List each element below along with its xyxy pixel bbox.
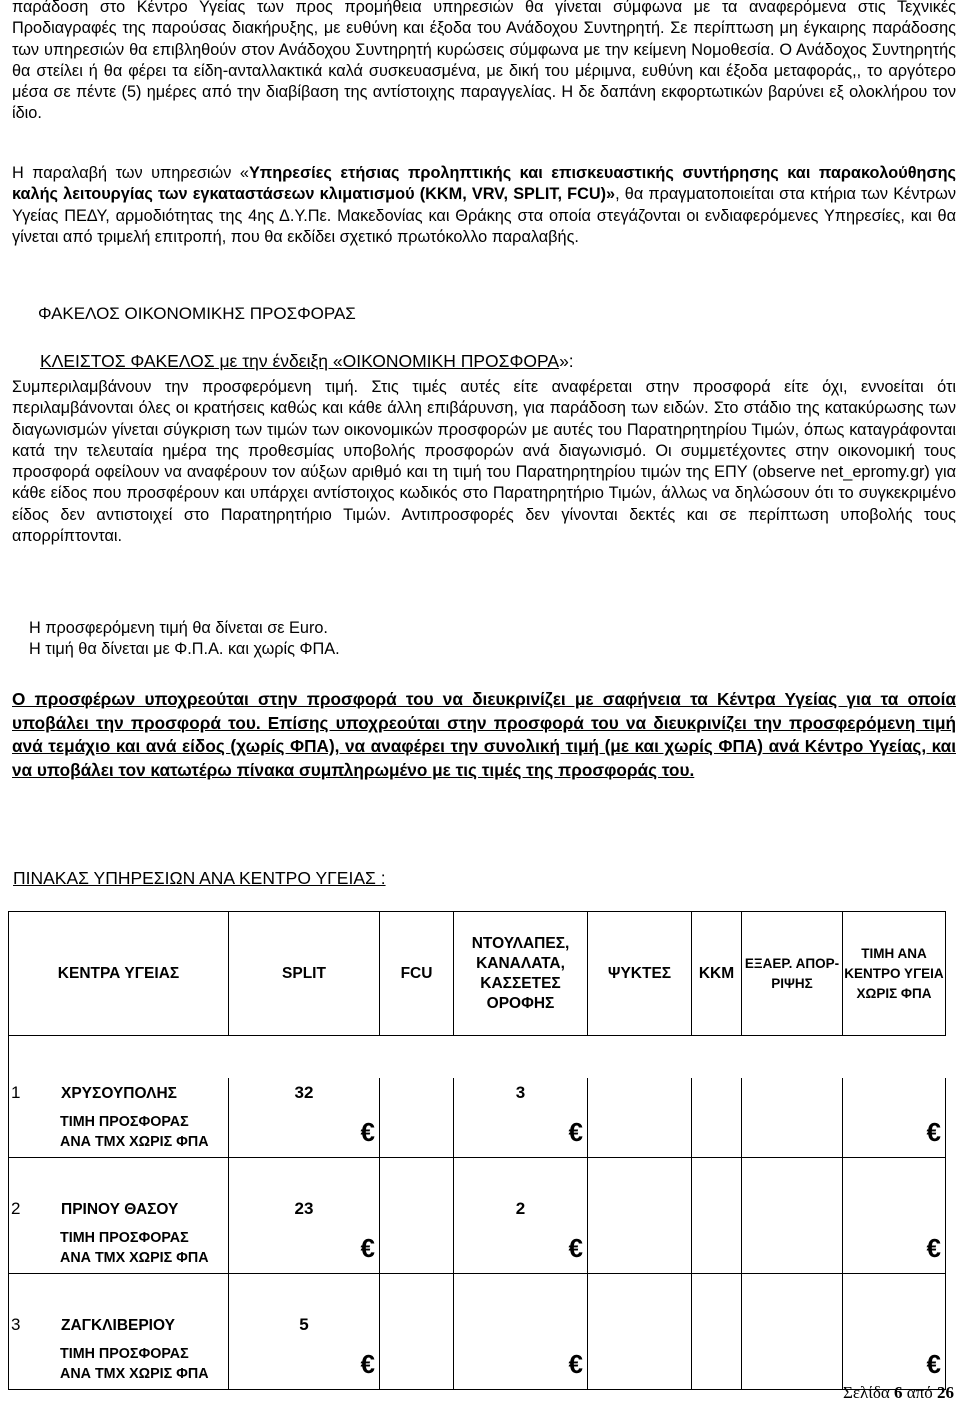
table-row — [9, 1158, 946, 1194]
page-word: Σελίδα — [842, 1383, 890, 1402]
header-centers: ΚΕΝΤΡΑ ΥΓΕΙΑΣ — [9, 912, 229, 1036]
table-row — [9, 1340, 946, 1390]
ducts-qty: 2 — [454, 1194, 588, 1224]
table-row — [9, 1224, 946, 1274]
center-name-cell: 2 ΠΡΙΝΟΥ ΘΑΣΟΥ — [9, 1194, 229, 1224]
table-row — [9, 1036, 946, 1078]
receipt-paragraph — [12, 163, 956, 248]
header-ducts: ΝΤΟΥΛΑΠΕΣ, ΚΑΝΑΛΑΤΑ, ΚΑΣΣΕΤΕΣ ΟΡΟΦΗΣ — [454, 912, 588, 1036]
header-exhaust: ΕΞΑΕΡ. ΑΠΟΡ-ΡΙΨΗΣ — [742, 912, 843, 1036]
bidder-obligation-paragraph: Ο προσφέρων υποχρεούται στην προσφορά του να διευκρινίζει με σαφήνεια τα Κέντρα Υγείας για τα οποία υποβάλει την προσφορά του. Επίσης υποχρεούται στην προσφορά του να διευκρινίζει την προσφερόμενη τιμή ανά τεμάχιο και ανά είδος (χωρίς ΦΠΑ), να αναφέρει την συνολική τιμή (με και χωρίς ΦΠΑ) ανά Κέντρο Υγείας, και να υποβάλει τον κατωτέρω πίνακα συμπληρωμένο με τις τιμές της προσφοράς του. — [12, 689, 956, 780]
table-header-row — [9, 912, 946, 1036]
table-title: ΠΙΝΑΚΑΣ ΥΠΗΡΕΣΙΩΝ ΑΝΑ ΚΕΝΤΡΟ ΥΓΕΙΑΣ : — [13, 868, 386, 888]
service-title: Υπηρεσίες ετήσιας προληπτικής και επισκευαστικής συντήρησης και παρακολούθησης καλής λειτουργίας των εγκαταστάσεων κλιματισμού (ΚΚΜ, VRV, SPLIT, FCU)» — [12, 164, 956, 204]
table-row — [9, 1310, 946, 1340]
price-euro-note: Η προσφερόμενη τιμή θα δίνεται σε Euro. — [29, 619, 328, 637]
split-qty: 5 — [229, 1310, 380, 1340]
receipt-text-pre: Η παραλαβή των υπηρεσιών « — [12, 164, 249, 182]
header-kkm: ΚΚΜ — [692, 912, 742, 1036]
page-footer — [843, 1383, 954, 1403]
table-row — [9, 1274, 946, 1310]
price-label-cell: ΤΙΜΗ ΠΡΟΣΦΟΡΑΣ ΑΝΑ ΤΜΧ ΧΩΡΙΣ ΦΠΑ — [9, 1340, 229, 1390]
of-word: από — [906, 1383, 933, 1402]
euro-split: € — [229, 1224, 380, 1274]
receipt-text-post: , θα πραγματοποιείται στα κτήρια των Κέντρων Υγείας ΠΕΔΥ, αρμοδιότητας της 4ης Δ.Υ.Πε. Μακεδονίας και Θράκης στα οποία στεγάζονται οι ενδιαφερόμενες Υπηρεσίες, και θα γίνεται από τριμελή επιτροπή, που θα εκδίδει σχετικό πρωτόκολλο παραλαβής. — [12, 185, 957, 246]
euro-total: € — [843, 1108, 946, 1158]
split-qty: 23 — [229, 1194, 380, 1224]
price-label-cell: ΤΙΜΗ ΠΡΟΣΦΟΡΑΣ ΑΝΑ ΤΜΧ ΧΩΡΙΣ ΦΠΑ — [9, 1108, 229, 1158]
split-qty: 32 — [229, 1078, 380, 1108]
euro-ducts: € — [454, 1224, 588, 1274]
header-split: SPLIT — [229, 912, 380, 1036]
center-name-cell: 3 ΖΑΓΚΛΙΒΕΡΙΟΥ — [9, 1310, 229, 1340]
ducts-qty: 3 — [454, 1078, 588, 1108]
offer-terms-paragraph: Συμπεριλαμβάνουν την προσφερόμενη τιμή. Στις τιμές αυτές είτε αναφέρεται στην προσφορά είτε όχι, εννοείται ότι περιλαμβάνονται όλες οι κρατήσεις καθώς και κάθε άλλη επιβάρυνση, για παράδοση των ειδών. Στο στάδιο της κατακύρωσης των διαγωνισμών γίνεται σύγκριση των τιμών των οικονομικών προσφορών με αυτές του Παρατηρητηρίου Τιμών, όπως καταγράφονται κατά την τελευταία ημέρα της προθεσμίας υποβολής προσφορών ανά διαγωνισμό. Οι συμμετέχοντες στην οικονομική τους προσφορά οφείλουν να αναφέρουν τον αύξων αριθμό και τη τιμή του Παρατηρητηρίου τιμών της ΕΠΥ (observe net_epromy.gr) για κάθε είδος που προσφέρουν και υπάρχει αντίστοιχος κωδικός στο Παρατηρητήριο Τιμών, άλλως να δηλώσουν ότι το συγκεκριμένο είδος δεν αντιστοιχεί στο Παρατηρητήριο Τιμών. Αντιπροσφορές δεν γίνονται δεκτές και σε περίπτωση υποβολής τους απορρίπτονται. — [12, 378, 956, 546]
euro-ducts: € — [454, 1340, 588, 1390]
price-vat-note: Η τιμή θα δίνεται με Φ.Π.Α. και χωρίς ΦΠΑ. — [29, 640, 340, 658]
services-table-wrap — [8, 911, 946, 1390]
section-title: ΦΑΚΕΛΟΣ ΟΙΚΟΝΟΜΙΚΗΣ ΠΡΟΣΦΟΡΑΣ — [38, 304, 356, 323]
closed-envelope-label: ΚΛΕΙΣΤΟΣ ΦΑΚΕΛΟΣ — [40, 351, 215, 371]
intro-paragraph: παράδοση στο Κέντρο Υγείας των προς προμήθεια υπηρεσιών θα γίνεται σύμφωνα με τα αναφερόμενα στις Τεχνικές Προδιαγραφές της παρούσας διακήρυξης, με ευθύνη και έξοδα του Ανάδοχου Συντηρητή. Σε περίπτωση μη έγκαιρης παράδοσης των υπηρεσιών θα επιβληθούν στον Ανάδοχου Συντηρητή κυρώσεις σύμφωνα με την κείμενη Νομοθεσία. Ο Ανάδοχος Συντηρητής θα στείλει ή θα φέρει τα είδη-ανταλλακτικά καλά συσκευασμένα, με δική του μέριμνα, ευθύνη και έξοδα μεταφοράς,, το αργότερο μέσα σε πέντε (5) ημέρες από την διαβίβαση της αντίστοιχης παραγγελίας. Η δε δαπάνη εκφορτωτικών βαρύνει εξ ολοκλήρου τον ίδιο. — [12, 0, 956, 123]
euro-split: € — [229, 1340, 380, 1390]
euro-split: € — [229, 1108, 380, 1158]
table-row — [9, 1194, 946, 1224]
header-chillers: ΨΥΚΤΕΣ — [588, 912, 692, 1036]
financial-offer-label: ΟΙΚΟΝΟΜΙΚΗ ΠΡΟΣΦΟΡΑ — [342, 351, 560, 371]
euro-total: € — [843, 1340, 946, 1390]
services-table — [8, 911, 946, 1390]
total-pages: 26 — [937, 1383, 954, 1402]
closed-envelope-line: ΚΛΕΙΣΤΟΣ ΦΑΚΕΛΟΣ με την ένδειξη «ΟΙΚΟΝΟΜΙΚΗ ΠΡΟΣΦΟΡΑ»: — [40, 351, 574, 371]
ducts-qty — [454, 1310, 588, 1340]
page-number: 6 — [894, 1383, 903, 1402]
euro-ducts: € — [454, 1108, 588, 1158]
center-name-cell: 1 ΧΡΥΣΟΥΠΟΛΗΣ — [9, 1078, 229, 1108]
price-label-cell: ΤΙΜΗ ΠΡΟΣΦΟΡΑΣ ΑΝΑ ΤΜΧ ΧΩΡΙΣ ΦΠΑ — [9, 1224, 229, 1274]
table-row — [9, 1078, 946, 1108]
table-row — [9, 1108, 946, 1158]
header-total: ΤΙΜΗ ΑΝΑ ΚΕΝΤΡΟ ΥΓΕΙΑ ΧΩΡΙΣ ΦΠΑ — [843, 912, 946, 1036]
header-fcu: FCU — [380, 912, 454, 1036]
euro-total: € — [843, 1224, 946, 1274]
